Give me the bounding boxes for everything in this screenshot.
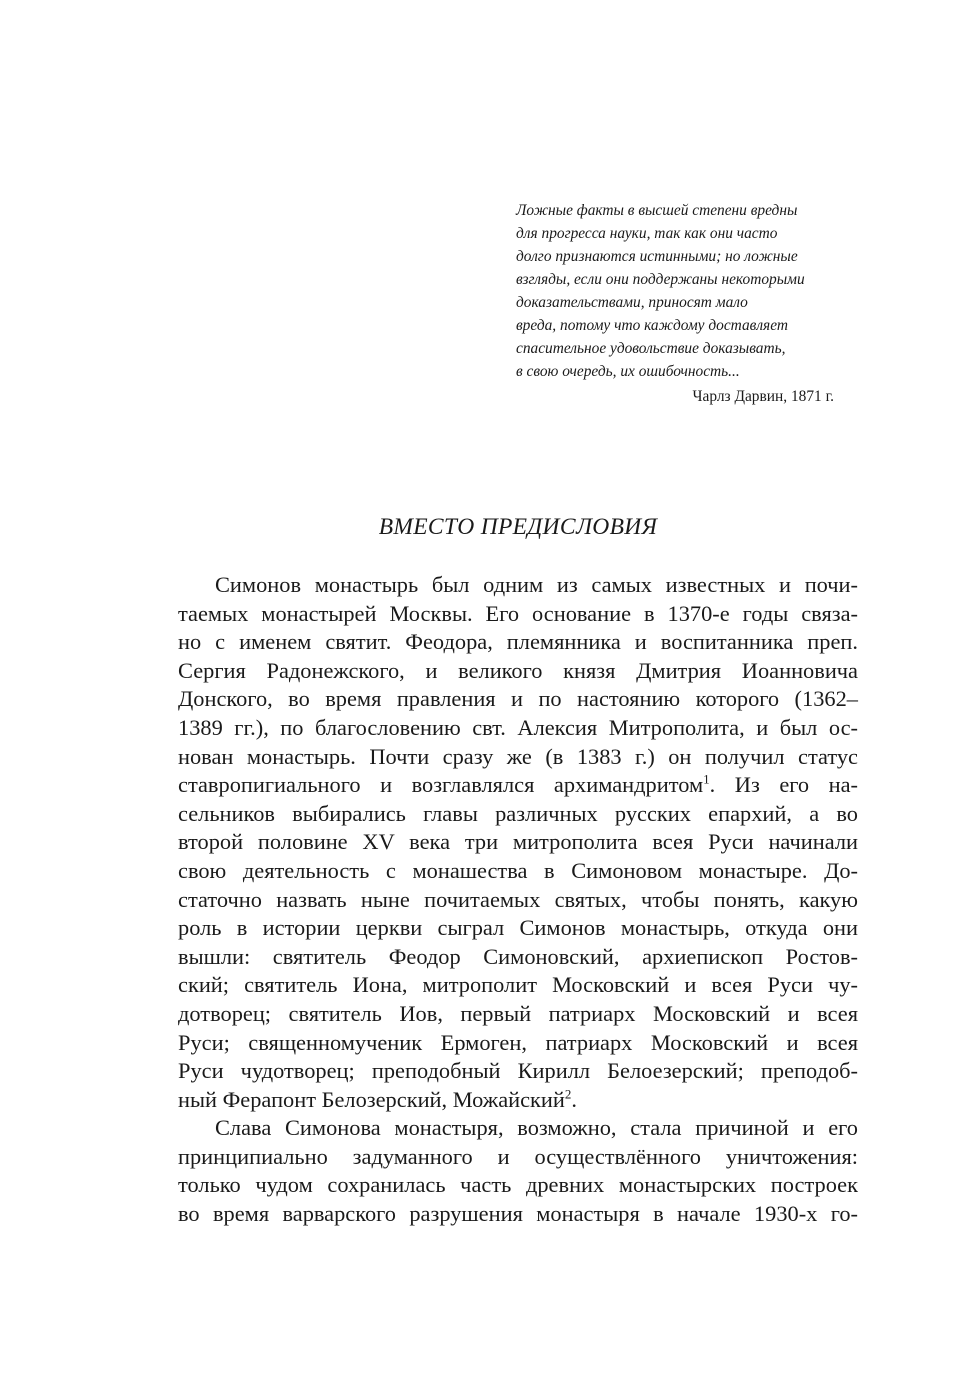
text-line: Руси чудотворец; преподобный Кирилл Белоезерский; преподоб-: [178, 1058, 858, 1084]
text-segment: ный Ферапонт Белозерский, Можайский: [178, 1086, 565, 1112]
epigraph-line: вреда, потому что каждому доставляет: [516, 317, 788, 334]
footnote-ref-1[interactable]: 1: [703, 771, 710, 787]
epigraph-author: Чарлз Дарвин, 1871 г.: [692, 388, 834, 405]
text-line: 1389 гг.), по благословению свт. Алексия Митрополита, и был ос-: [178, 714, 858, 740]
text-line: во время варварского разрушения монастыря в начале 1930-х го-: [178, 1201, 858, 1227]
epigraph-line: взгляды, если они поддержаны некоторыми: [516, 271, 805, 288]
section-heading: ВМЕСТО ПРЕДИСЛОВИЯ: [378, 514, 658, 540]
text-line: ский; святитель Иона, митрополит Московский и всея Руси чу-: [178, 972, 858, 998]
text-line: дотворец; святитель Иов, первый патриарх Московский и всея: [178, 1000, 858, 1026]
epigraph-line: спасительное удовольствие доказывать,: [516, 340, 786, 357]
epigraph-line: в свою очередь, их ошибочность...: [516, 363, 740, 380]
text-line: [178, 771, 858, 800]
text-line: сельников выбирались главы различных русских епархий, а во: [178, 800, 858, 826]
epigraph-line: для прогресса науки, так как они часто: [516, 225, 778, 242]
epigraph-line: доказательствами, приносят мало: [516, 294, 748, 311]
text-line: Симонов монастырь был одним из самых известных и почи-: [215, 572, 858, 597]
body-text: [178, 571, 858, 1229]
text-line: только чудом сохранилась часть древних монастырских построек: [178, 1172, 858, 1198]
text-line: но с именем святит. Феодора, племянника и воспитанника преп.: [178, 629, 858, 655]
text-line: нован монастырь. Почти сразу же (в 1383 г.) он получил статус: [178, 743, 858, 769]
text-line: вышли: святитель Феодор Симоновский, архиепископ Ростов-: [178, 943, 858, 969]
text-line: таемых монастырей Москвы. Его основание в 1370-е годы связа-: [178, 600, 858, 626]
text-line: Сергия Радонежского, и великого князя Дмитрия Иоанновича: [178, 657, 858, 683]
text-line: статочно назвать ныне почитаемых святых, чтобы понять, какую: [178, 886, 858, 912]
epigraph: [516, 199, 846, 383]
text-segment: .: [571, 1086, 578, 1112]
text-line: Руси; священномученик Ермоген, патриарх Московский и всея: [178, 1029, 858, 1055]
text-line: свою деятельность с монашества в Симоновом монастыре. До-: [178, 857, 858, 883]
text-line: второй половине XV века три митрополита всея Руси начинали: [178, 829, 858, 855]
text-segment: ставропигиального и возглавлялся архимандритом: [178, 772, 704, 798]
text-segment: . Из его на-: [709, 772, 859, 798]
text-line: роль в истории церкви сыграл Симонов монастырь, откуда они: [178, 915, 858, 941]
epigraph-line: Ложные факты в высшей степени вредны: [516, 202, 798, 219]
epigraph-line: долго признаются истинными; но ложные: [516, 248, 798, 265]
footnote-ref-2[interactable]: 2: [564, 1086, 572, 1102]
text-line: [178, 1086, 858, 1115]
text-line: принципиально задуманного и осуществлённого уничтожения:: [178, 1143, 858, 1169]
text-line: Слава Симонова монастыря, возможно, стала причиной и его: [215, 1115, 858, 1141]
text-line: Донского, во время правления и по настоянию которого (1362–: [178, 686, 858, 712]
